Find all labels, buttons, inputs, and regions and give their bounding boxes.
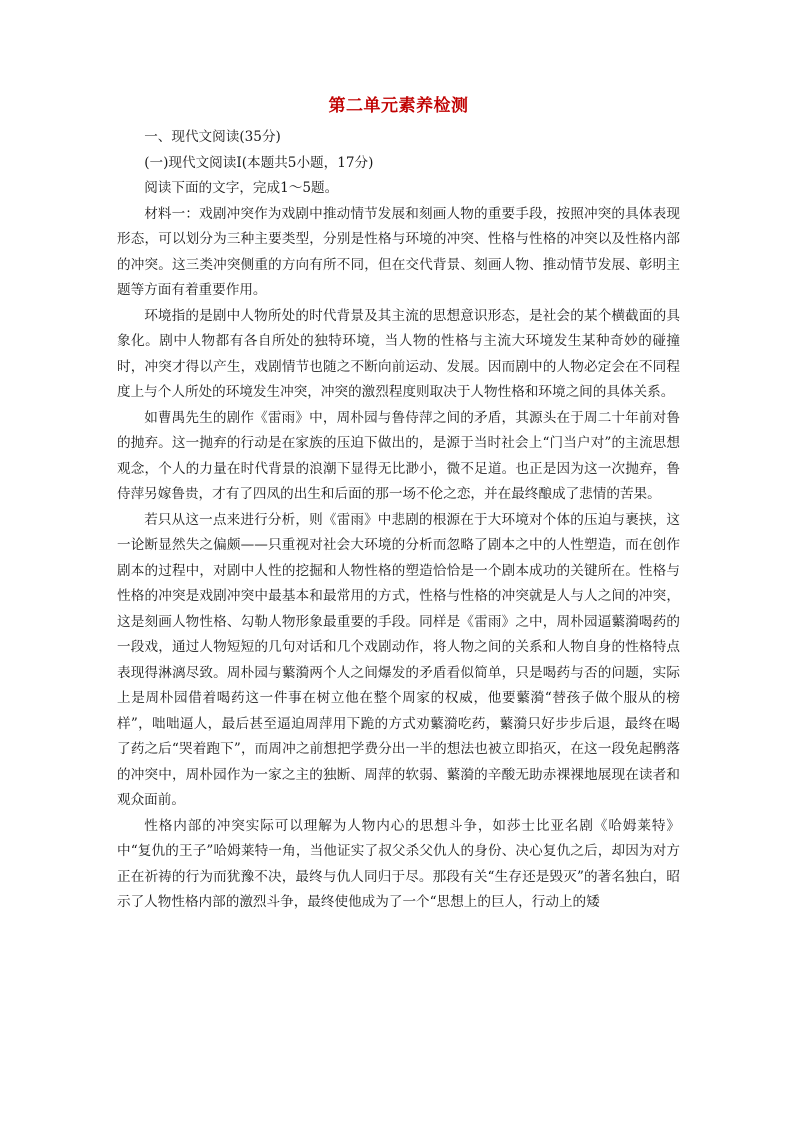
body-paragraph: 环境指的是剧中人物所处的时代背景及其主流的思想意识形态，是社会的某个横截面的具象化。剧中人物都有各自所处的独特环境，当人物的性格与主流大环境发生某种奇妙的碰撞时，冲突才得以产生，戏剧情节也随之不断向前运动、发展。因而剧中的人物必定会在不同程度上与个人所处的环境发生冲突，冲突的激烈程度则取决于人物性格和环境之间的具体关系。 [117, 307, 680, 400]
subsection-heading: (一)现代文阅读Ⅰ(本题共5小题，17分) [144, 154, 374, 171]
body-paragraph: 性格内部的冲突实际可以理解为人物内心的思想斗争，如莎士比亚名剧《哈姆莱特》中“复仇的王子”哈姆莱特一角，当他证实了叔父杀父仇人的身份、决心复仇之后，却因为对方正在祈祷的行为而犹豫不决，最终与仇人同归于尽。那段有关“生存还是毁灭”的著名独白，昭示了人物性格内部的激烈斗争，最终使他成为了一个“思想上的巨人，行动上的矮 [117, 817, 680, 910]
section-heading: 一、现代文阅读(35分) [144, 129, 281, 145]
document-title: 第二单元素养检测 [328, 96, 469, 116]
body-paragraph: 如曹禺先生的剧作《雷雨》中，周朴园与鲁侍萍之间的矛盾，其源头在于周二十年前对鲁的抛弃。这一抛弃的行动是在家族的压迫下做出的，是源于当时社会上“门当户对”的主流思想观念，个人的力量在时代背景的浪潮下显得无比渺小，微不足道。也正是因为这一次抛弃，鲁侍萍另嫁鲁贵，才有了四凤的出生和后面的那一场不伦之恋，并在最终酿成了悲情的苦果。 [117, 409, 680, 502]
body-paragraph: 若只从这一点来进行分析，则《雷雨》中悲剧的根源在于大环境对个体的压迫与裹挟，这一论断显然失之偏颇——只重视对社会大环境的分析而忽略了剧本之中的人性塑造，而在创作剧本的过程中，对剧中人性的挖掘和人物性格的塑造恰恰是一个剧本成功的关键所在。性格与性格的冲突是戏剧冲突中最基本和最常用的方式，性格与性格的冲突就是人与人之间的冲突，这是刻画人物性格、勾勒人物形象最重要的手段。同样是《雷雨》之中，周朴园逼蘩漪喝药的一段戏，通过人物短短的几句对话和几个戏剧动作，将人物之间的关系和人物自身的性格特点表现得淋漓尽致。周朴园与蘩漪两个人之间爆发的矛盾看似简单，只是喝药与否的问题，实际上是周朴园借着喝药这一件事在树立他在整个周家的权威，他要蘩漪“替孩子做个服从的榜样”，咄咄逼人，最后甚至逼迫周萍用下跪的方式劝蘩漪吃药，蘩漪只好步步后退，最终在喝了药之后“哭着跑下”，而周冲之前想把学费分出一半的想法也被立即掐灭，在这一段免起鹘落的冲突中，周朴园作为一家之主的独断、周萍的软弱、蘩漪的辛酸无助赤裸裸地展现在读者和观众面前。 [117, 511, 680, 808]
body-paragraph: 材料一：戏剧冲突作为戏剧中推动情节发展和刻画人物的重要手段，按照冲突的具体表现形态，可以划分为三种主要类型，分别是性格与环境的冲突、性格与性格的冲突以及性格内部的冲突。这三类冲突侧重的方向有所不同，但在交代背景、刻画人物、推动情节发展、彰明主题等方面有着重要作用。 [117, 205, 680, 298]
reading-instruction: 阅读下面的文字，完成1～5题。 [144, 180, 339, 196]
